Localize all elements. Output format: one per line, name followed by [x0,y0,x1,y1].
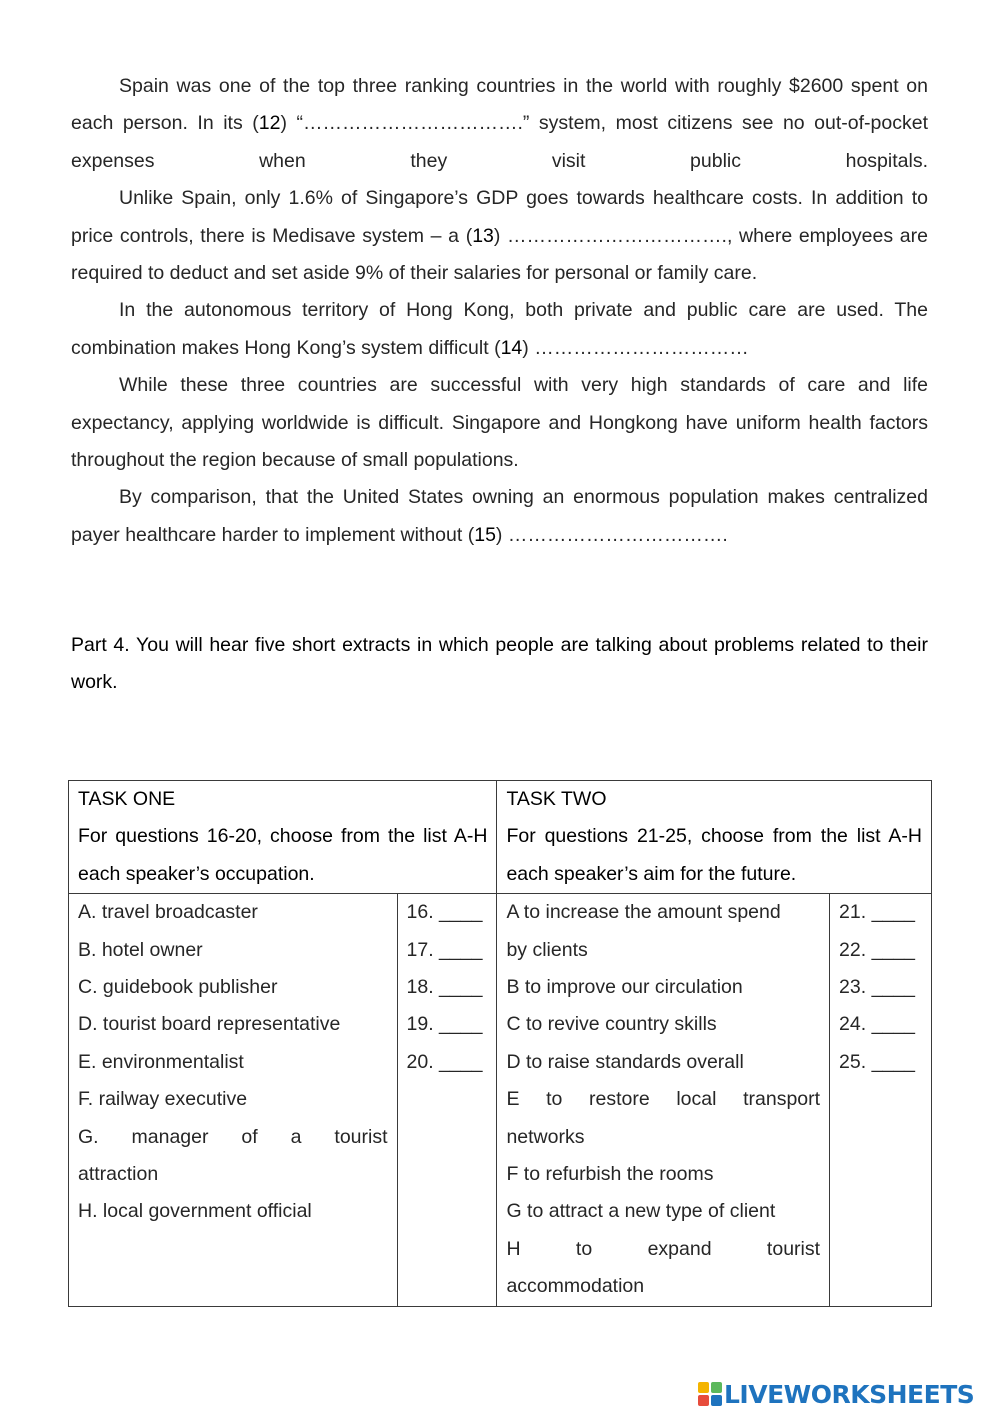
answer-blank-15[interactable]: ……………………………. [507,523,728,546]
answer-slot-19[interactable]: 19. ____ [406,1013,483,1036]
task-body-row [69,894,932,1306]
question-number-12: 12 [258,112,281,135]
task-one-header [69,781,497,894]
liveworksheets-brand: LIVEWORKSHEETS [724,1379,975,1409]
option-item: G to attract a new type of client [506,1200,776,1223]
task-two-instruction: For questions 21-25, choose from the list A-H each speaker’s aim for the future. [506,825,922,885]
question-number-14: 14 [500,336,523,359]
option-item: networks [506,1125,585,1148]
option-item: D to raise standards overall [506,1050,744,1073]
answer-slot-24[interactable]: 24. ____ [839,1013,915,1036]
task-one-title: TASK ONE [78,788,176,810]
answer-blank-14[interactable]: …………………………… [534,336,749,359]
task-two-answers [830,894,932,1306]
paragraph-spain: Spain was one of the top three ranking countries in the world with roughly $2600 spent on each person. In its (12) “…………………………….” system, most citizens see no out-of-pocket expenses when they visit public hospitals. [71,75,928,172]
liveworksheets-logo [698,1378,974,1410]
answer-blank-13[interactable]: ……………………………. [507,224,727,247]
part-4-instruction: Part 4. You will hear five short extracts in which people are talking about problems related to their work. [71,634,928,694]
option-item: E. environmentalist [78,1050,244,1073]
task-two-header [497,781,932,894]
task-two-title: TASK TWO [506,788,607,810]
option-item: F to refurbish the rooms [506,1163,714,1186]
paragraph-hong-kong: In the autonomous territory of Hong Kong, both private and public care are used. The combination makes Hong Kong’s system difficult (14) …………………………… [71,299,928,359]
question-number-13: 13 [472,224,494,247]
option-item: attraction [78,1163,159,1186]
answer-slot-23[interactable]: 23. ____ [839,976,915,999]
matching-task-table [68,780,932,1307]
option-item: H to expand tourist [506,1237,821,1260]
option-item: E to restore local transport [506,1088,821,1111]
task-one-answers [397,894,497,1306]
task-one-options [69,894,398,1306]
logo-square-2 [711,1382,722,1393]
option-item: A. travel broadcaster [78,901,258,924]
answer-blank-12[interactable]: ……………………………. [302,112,523,135]
logo-square-1 [698,1382,709,1393]
answer-slot-20[interactable]: 20. ____ [406,1050,483,1073]
paragraph-united-states: By comparison, that the United States owning an enormous population makes centralized payer healthcare harder to implement without (15) ……………………………. [71,486,928,546]
task-two-options [497,894,830,1306]
answer-slot-16[interactable]: 16. ____ [406,901,483,924]
answer-slot-21[interactable]: 21. ____ [839,901,915,924]
option-item: C to revive country skills [506,1013,717,1036]
answer-slot-17[interactable]: 17. ____ [406,938,483,961]
option-item: F. railway executive [78,1088,248,1111]
option-item: D. tourist board representative [78,1013,341,1036]
option-item: by clients [506,938,588,961]
option-item: G. manager of a tourist [78,1125,388,1148]
answer-slot-18[interactable]: 18. ____ [406,976,483,999]
liveworksheets-logo-icon [698,1382,722,1406]
answer-slot-22[interactable]: 22. ____ [839,938,915,961]
task-one-instruction: For questions 16-20, choose from the list A-H each speaker’s occupation. [78,825,488,885]
option-item: accommodation [506,1275,645,1298]
task-header-row [69,781,932,894]
option-item: H. local government official [78,1200,312,1223]
option-item: B to improve our circulation [506,976,743,999]
answer-slot-25[interactable]: 25. ____ [839,1050,915,1073]
paragraph-comparison: While these three countries are successful with very high standards of care and life expectancy, applying worldwide is difficult. Singapore and Hongkong have uniform health factors throughout the region because of small populations. [71,374,928,472]
option-item: B. hotel owner [78,938,203,961]
reading-passage [71,68,928,554]
option-item: C. guidebook publisher [78,976,278,999]
option-item: A to increase the amount spend [506,901,781,924]
paragraph-singapore: Unlike Spain, only 1.6% of Singapore’s GDP goes towards healthcare costs. In addition to price controls, there is Medisave system – a (13) ……………………………., where employees are required to deduct and set aside 9% of their salaries for personal or family care. [71,187,928,285]
logo-square-4 [711,1395,722,1406]
logo-square-3 [698,1395,709,1406]
question-number-15: 15 [474,523,496,546]
